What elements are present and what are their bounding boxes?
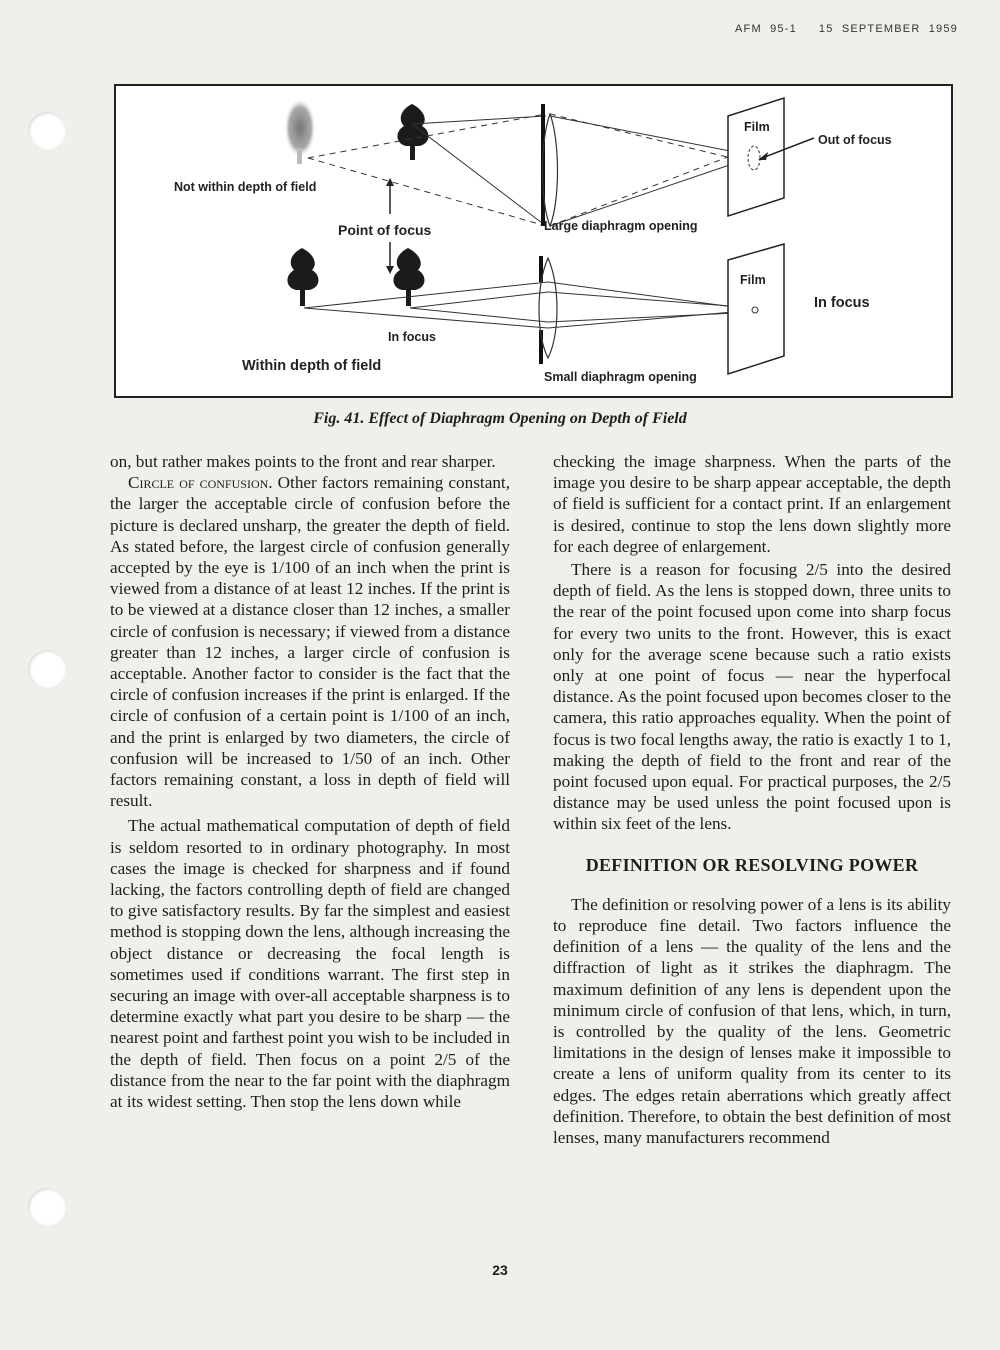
label-out-of-focus: Out of focus bbox=[818, 133, 892, 147]
label-point-of-focus: Point of focus bbox=[338, 222, 432, 238]
figure-caption: Fig. 41. Effect of Diaphragm Opening on Depth of Field bbox=[313, 410, 687, 427]
label-film-bottom: Film bbox=[740, 273, 766, 287]
paragraph: The actual mathematical computation of depth of field is seldom resorted to in ordinary photography. In most cases the image is checked for sharpness and if found lacking, the factors controlling depth of field are changed to give satisfactory results. By far the simplest and easiest method is stopping down the lens, although increasing the object distance or decreasing the focal length is sometimes used if conditions warrant. The first step in securing an image with over-all acceptable sharpness is to determine exactly what part you desire to be sharp — the nearest point and farthest point you wish to be included in the depth of field. Then focus on a point 2/5 of the distance from the near to the far point with the diaphragm at its widest setting. Then stop the lens down while bbox=[110, 816, 510, 1112]
label-large-diaphragm: Large diaphragm opening bbox=[544, 219, 698, 233]
doc-id: AFM 95-1 bbox=[735, 23, 797, 35]
right-column bbox=[553, 451, 951, 1148]
punch-hole-bottom bbox=[28, 1188, 66, 1226]
header-date: 15 SEPTEMBER 1959 bbox=[818, 23, 958, 35]
label-not-within: Not within depth of field bbox=[174, 180, 317, 194]
run-in-heading: Circle of confusion. bbox=[128, 473, 273, 493]
label-small-diaphragm: Small diaphragm opening bbox=[544, 370, 697, 384]
label-film-top: Film bbox=[744, 120, 770, 134]
tree-icon bbox=[287, 248, 318, 306]
paragraph bbox=[110, 472, 510, 811]
section-heading: DEFINITION OR RESOLVING POWER bbox=[585, 854, 919, 875]
figure-41 bbox=[114, 84, 953, 398]
tree-icon bbox=[397, 104, 428, 160]
left-column bbox=[110, 451, 510, 1112]
label-within: Within depth of field bbox=[242, 358, 382, 374]
paragraph: on, but rather makes points to the front and rear sharper. bbox=[110, 452, 496, 471]
paragraph-text: Other factors remaining constant, the larger the acceptable circle of confusion before the picture is declared unsharp, the greater the depth of field. As stated before, the largest circle of confusion generally accepted by the eye is 1/100 of an inch when the print is viewed from a distance of at least 12 inches. If the print is to be viewed at a distance closer than 12 inches, a smaller circle of confusion is necessary; if viewed from a distance greater than 12 inches, a larger circle of confusion is acceptable. Another factor to consider is the fact that the circle of confusion increases if the print is enlarged. If the circle of confusion of a certain point is 1/100 of an inch, and the print is enlarged by two diameters, the circle of confusion will be increased to 1/50 of an inch. Other factors remaining constant, a loss in depth of field will result. bbox=[110, 473, 510, 811]
page-header bbox=[735, 23, 958, 35]
paragraph: The definition or resolving power of a lens is its ability to reproduce fine detail. Two factors influence the definition of a lens — the quality of the lens and the diffraction of light as it strikes the diaphragm. The maximum definition of any lens is dependent upon the minimum circle of confusion of that lens, which, in turn, is controlled by the quality of the lens. Geometric limitations in the design of lenses make it impossible to create a lens of uniform quality from its center to its edges. The edges retain aberrations which greatly affect definition. Therefore, to obtain the best definition of most lenses, many manufacturers recommend bbox=[553, 894, 951, 1148]
punch-hole-top bbox=[28, 112, 66, 150]
blurry-tree-icon bbox=[284, 98, 316, 164]
label-in-focus-right: In focus bbox=[814, 295, 870, 311]
page-number: 23 bbox=[492, 1262, 508, 1278]
paragraph: There is a reason for focusing 2/5 into the desired depth of field. As the lens is stopped down, three units to the rear of the point focused upon come into sharp focus for every two units to the front. However, this is exact only for the average scene because such a ratio exists only at one point of focus — near the hyperfocal distance. As the point focused upon becomes closer to the camera, this ratio approaches equality. When the point of focus is two focal lengths away, the ratio is exactly 1 to 1, making the depth of field to the front and rear of the point focused upon equal. For practical purposes, the 2/5 distance may be used unless the point focused upon is within six feet of the lens. bbox=[553, 560, 951, 834]
label-in-focus-center: In focus bbox=[388, 330, 436, 344]
punch-hole-middle bbox=[28, 650, 66, 688]
paragraph: checking the image sharpness. When the parts of the image you desire to be sharp appear acceptable, the depth of field is sufficient for a contact print. If an enlargement is desired, continue to stop the lens down slightly more for each degree of enlargement. bbox=[553, 452, 951, 556]
